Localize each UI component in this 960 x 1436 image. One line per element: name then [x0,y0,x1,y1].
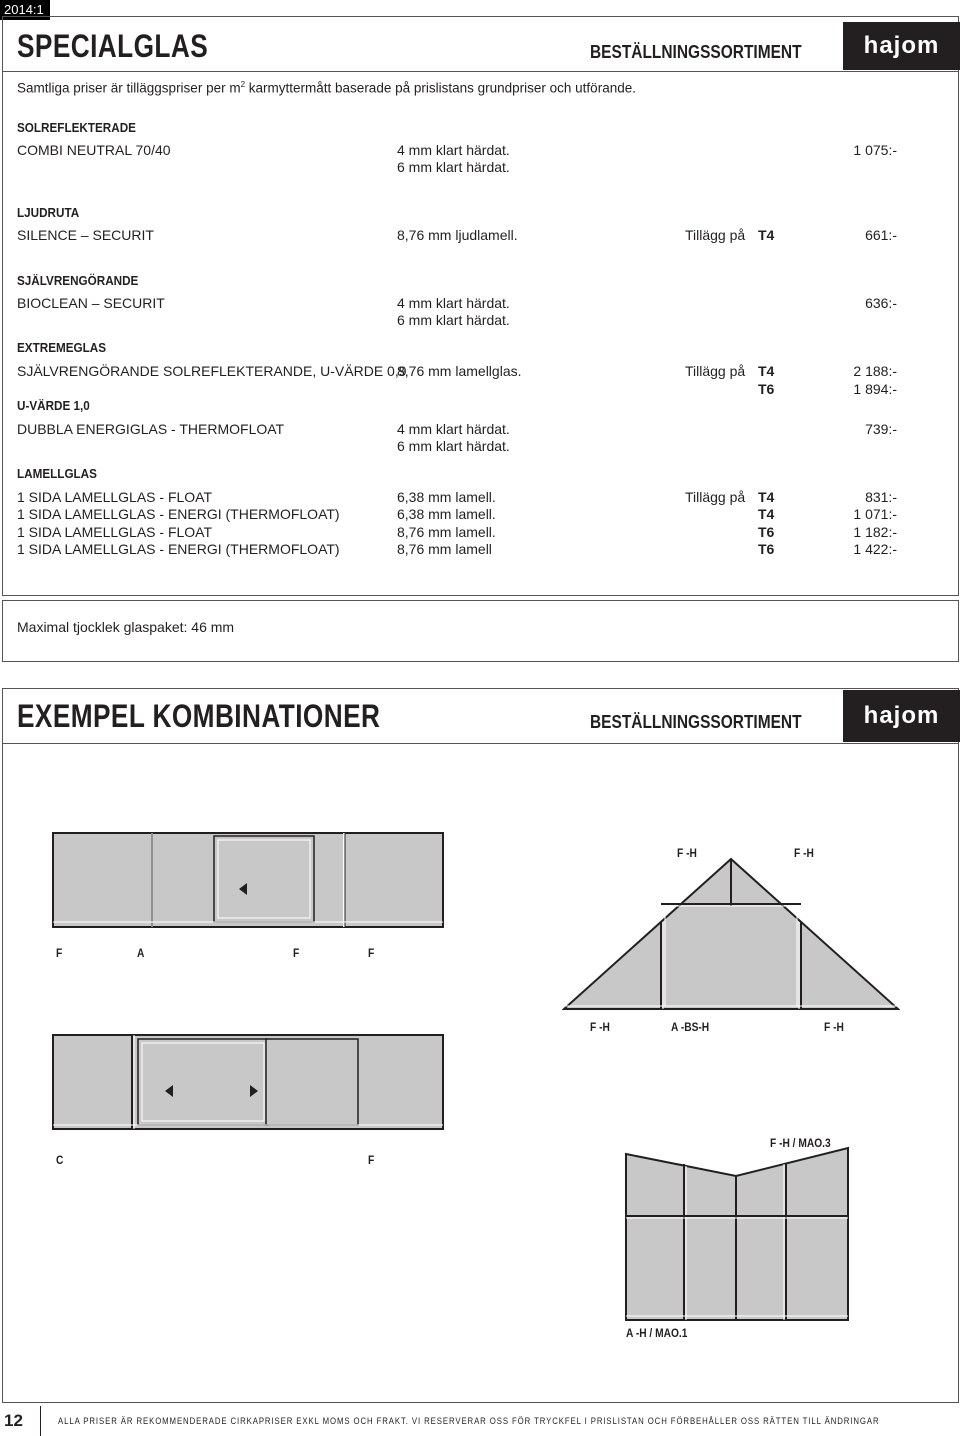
addon-code: T6 [758,524,775,540]
spec: 6,38 mm lamell. [397,489,496,505]
addon-code: T4 [758,363,775,379]
panel-label: C [56,1153,64,1167]
panel-label: F -H [590,1020,610,1034]
intro-text [17,80,636,96]
price: 661:- [865,227,897,243]
price-row [17,489,897,507]
spec: 8,76 mm lamell. [397,524,496,540]
panel-label: F [368,1153,375,1167]
page-title: SPECIALGLAS [17,28,209,64]
price-row-cont [17,312,897,330]
product-name: 1 SIDA LAMELLGLAS - ENERGI (THERMOFLOAT) [17,506,340,522]
addon-label: Tillägg på [685,489,746,505]
sliding-sash [138,1039,268,1125]
product-name: DUBBLA ENERGIGLAS - THERMOFLOAT [17,421,285,437]
product-name: 1 SIDA LAMELLGLAS - FLOAT [17,489,213,505]
addon-code: T6 [758,541,775,557]
addon-code: T6 [758,381,775,397]
spec: 4 mm klart härdat. [397,295,510,311]
group-heading: EXTREMEGLAS [17,340,107,355]
product-name: 1 SIDA LAMELLGLAS - FLOAT [17,524,213,540]
price-row [17,541,897,559]
spec: 4 mm klart härdat. [397,142,510,158]
examples-header-divider [2,743,959,744]
section-subtitle: BESTÄLLNINGSSORTIMENT [590,42,802,62]
diagram-sloped-gable [624,1142,850,1322]
price-row [17,363,897,381]
spec: 6 mm klart härdat. [397,438,510,454]
price-row-cont [17,438,897,456]
header-divider [2,71,959,72]
price: 1 182:- [853,524,897,540]
max-thickness-note: Maximal tjocklek glaspaket: 46 mm [17,619,235,635]
edition-tab: 2014:1 [0,0,50,20]
panel-label: F [56,946,63,960]
panel-label: F [368,946,375,960]
product-name: COMBI NEUTRAL 70/40 [17,142,171,158]
addon-label: Tillägg på [685,227,746,243]
price: 636:- [865,295,897,311]
price: 1 422:- [853,541,897,557]
price-row [17,421,897,439]
addon-label: Tillägg på [685,363,746,379]
product-name: SILENCE – SECURIT [17,227,154,243]
panel-label: A [137,946,145,960]
product-name: SJÄLVRENGÖRANDE SOLREFLEKTERANDE, U-VÄRDE 0,9 [17,363,407,379]
price: 1 894:- [853,381,897,397]
panel-label: F -H [677,846,697,860]
group-heading: LJUDRUTA [17,205,80,220]
panel-label: A -BS-H [671,1020,710,1034]
price: 1 071:- [853,506,897,522]
spec: 8,76 mm lamell [397,541,492,557]
addon-code: T4 [758,489,775,505]
group-heading: LAMELLGLAS [17,466,97,481]
panel-label: F [293,946,300,960]
price-row [17,524,897,542]
spec: 8,76 mm lamellglas. [397,363,522,379]
diagram-four-panel [52,832,444,928]
spec: 6 mm klart härdat. [397,159,510,175]
diagram-sliding-door [52,1034,444,1130]
panel-label: F -H [824,1020,844,1034]
logo-text: hajom [863,702,940,729]
footer-divider [40,1406,41,1436]
diagram-gable [562,856,900,1012]
spec: 6 mm klart härdat. [397,312,510,328]
intro-pre: Samtliga priser är tilläggspriser per m [17,80,241,96]
sliding-sash [266,1039,358,1125]
price-row-cont [17,381,897,399]
examples-subtitle: BESTÄLLNINGSSORTIMENT [590,712,802,732]
price-row [17,506,897,524]
price: 739:- [865,421,897,437]
addon-code: T4 [758,227,775,243]
intro-sup: 2 [240,80,246,89]
price-row [17,295,897,313]
panel-label: F -H [794,846,814,860]
group-heading: SOLREFLEKTERADE [17,120,136,135]
panel-label: A -H / MAO.1 [626,1326,688,1340]
logo-text: hajom [863,32,940,59]
intro-post: karmyttermått baserade på prislistans grundpriser och utförande. [245,80,636,96]
addon-code: T4 [758,506,775,522]
price-row [17,142,897,160]
spec: 8,76 mm ljudlamell. [397,227,518,243]
product-name: 1 SIDA LAMELLGLAS - ENERGI (THERMOFLOAT) [17,541,340,557]
group-heading: U-VÄRDE 1,0 [17,398,90,413]
footer-disclaimer: ALLA PRISER ÄR REKOMMENDERADE CIRKAPRISER EXKL MOMS OCH FRAKT. VI RESERVERAR OSS FÖR TRYCKFEL I PRISLISTAN OCH FÖRBEHÅLLER OSS RÄTTEN TILL ÄNDRINGAR [58,1416,880,1427]
product-name: BIOCLEAN – SECURIT [17,295,165,311]
price-row-cont [17,159,897,177]
hajom-logo [843,22,960,70]
panel-label: F -H / MAO.3 [770,1136,831,1150]
group-heading: SJÄLVRENGÖRANDE [17,273,139,288]
price: 1 075:- [853,142,897,158]
price: 2 188:- [853,363,897,379]
price: 831:- [865,489,897,505]
door-sash [214,836,314,922]
spec: 6,38 mm lamell. [397,506,496,522]
page-number: 12 [4,1411,23,1430]
hajom-logo [843,690,960,742]
examples-title: EXEMPEL KOMBINATIONER [17,698,381,734]
spec: 4 mm klart härdat. [397,421,510,437]
price-row [17,227,897,245]
